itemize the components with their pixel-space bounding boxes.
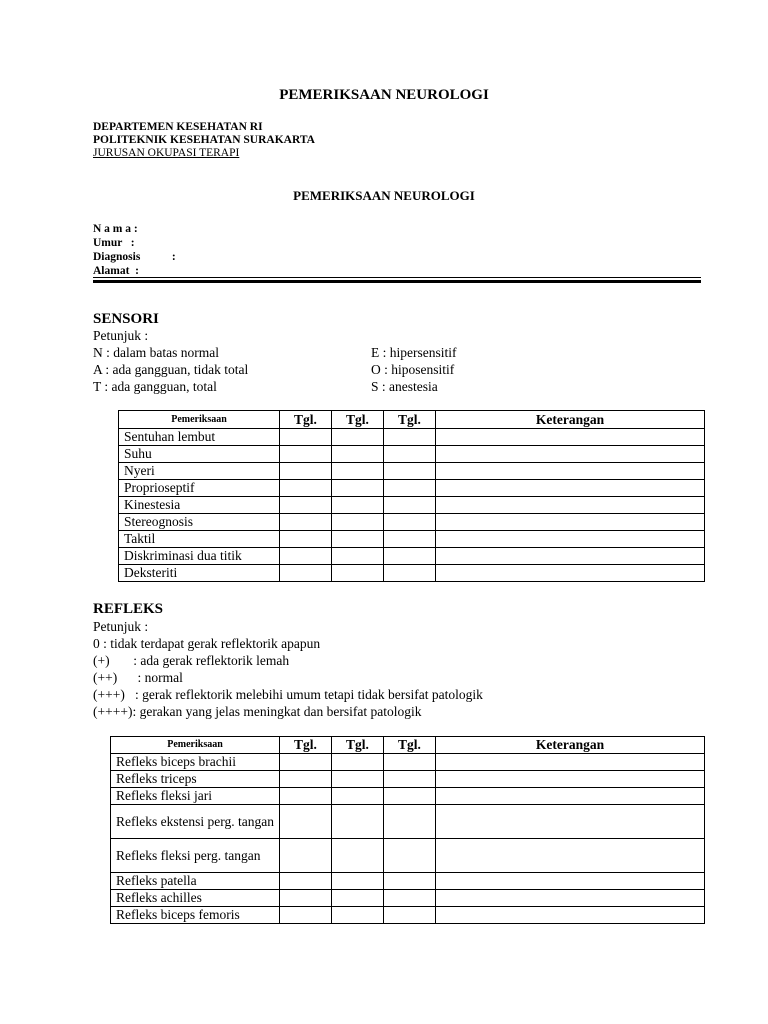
keterangan-cell[interactable] bbox=[436, 788, 705, 805]
date-cell[interactable] bbox=[280, 788, 332, 805]
col-header-pemeriksaan: Pemeriksaan bbox=[111, 737, 280, 754]
date-cell[interactable] bbox=[332, 565, 384, 582]
date-cell[interactable] bbox=[384, 548, 436, 565]
date-cell[interactable] bbox=[384, 839, 436, 873]
keterangan-cell[interactable] bbox=[436, 907, 705, 924]
table-row bbox=[119, 565, 705, 582]
date-cell[interactable] bbox=[280, 873, 332, 890]
refleks-legend-item: (+) : ada gerak reflektorik lemah bbox=[93, 653, 290, 668]
table-row bbox=[119, 480, 705, 497]
date-cell[interactable] bbox=[384, 907, 436, 924]
org-jurusan: JURUSAN OKUPASI TERAPI bbox=[93, 147, 240, 159]
org-department: DEPARTEMEN KESEHATAN RI bbox=[93, 121, 263, 133]
date-cell[interactable] bbox=[332, 531, 384, 548]
date-cell[interactable] bbox=[332, 805, 384, 839]
row-label: Deksteriti bbox=[119, 565, 280, 582]
row-label: Suhu bbox=[119, 446, 280, 463]
table-row bbox=[119, 514, 705, 531]
keterangan-cell[interactable] bbox=[436, 548, 705, 565]
row-label: Refleks achilles bbox=[111, 890, 280, 907]
row-label: Refleks patella bbox=[111, 873, 280, 890]
sensori-title: SENSORI bbox=[93, 311, 159, 327]
keterangan-cell[interactable] bbox=[436, 565, 705, 582]
date-cell[interactable] bbox=[332, 839, 384, 873]
date-cell[interactable] bbox=[332, 890, 384, 907]
table-row bbox=[119, 446, 705, 463]
row-label: Refleks fleksi jari bbox=[111, 788, 280, 805]
sensori-legend-right-item: S : anestesia bbox=[371, 379, 438, 394]
date-cell[interactable] bbox=[384, 463, 436, 480]
date-cell[interactable] bbox=[280, 514, 332, 531]
sensori-legend-left-item: N : dalam batas normal bbox=[93, 345, 219, 360]
date-cell[interactable] bbox=[384, 565, 436, 582]
keterangan-cell[interactable] bbox=[436, 771, 705, 788]
date-cell[interactable] bbox=[384, 771, 436, 788]
form-title: PEMERIKSAAN NEUROLOGI bbox=[293, 188, 475, 203]
date-cell[interactable] bbox=[280, 429, 332, 446]
sensori-petunjuk: Petunjuk : bbox=[93, 328, 149, 343]
date-cell[interactable] bbox=[332, 446, 384, 463]
date-cell[interactable] bbox=[280, 463, 332, 480]
header-rule-thin bbox=[93, 277, 701, 278]
sensori-legend-right-item: E : hipersensitif bbox=[371, 345, 457, 360]
date-cell[interactable] bbox=[332, 754, 384, 771]
refleks-legend-item: (++) : normal bbox=[93, 670, 183, 685]
date-cell[interactable] bbox=[332, 873, 384, 890]
col-header-tgl: Tgl. bbox=[332, 737, 384, 754]
col-header-tgl: Tgl. bbox=[384, 737, 436, 754]
date-cell[interactable] bbox=[384, 480, 436, 497]
keterangan-cell[interactable] bbox=[436, 754, 705, 771]
row-label: Stereognosis bbox=[119, 514, 280, 531]
table-row bbox=[111, 890, 705, 907]
keterangan-cell[interactable] bbox=[436, 514, 705, 531]
row-label: Sentuhan lembut bbox=[119, 429, 280, 446]
date-cell[interactable] bbox=[332, 514, 384, 531]
col-header-keterangan: Keterangan bbox=[436, 411, 705, 429]
table-row bbox=[111, 771, 705, 788]
date-cell[interactable] bbox=[280, 480, 332, 497]
keterangan-cell[interactable] bbox=[436, 839, 705, 873]
row-label: Taktil bbox=[119, 531, 280, 548]
col-header-tgl: Tgl. bbox=[280, 737, 332, 754]
document-title: PEMERIKSAAN NEUROLOGI bbox=[279, 87, 489, 103]
row-label: Proprioseptif bbox=[119, 480, 280, 497]
date-cell[interactable] bbox=[332, 907, 384, 924]
table-row bbox=[111, 907, 705, 924]
table-row bbox=[119, 429, 705, 446]
refleks-legend-item: (++++): gerakan yang jelas meningkat dan bersifat patologik bbox=[93, 704, 422, 719]
date-cell[interactable] bbox=[384, 788, 436, 805]
date-cell[interactable] bbox=[384, 429, 436, 446]
sensori-legend-left-item: A : ada gangguan, tidak total bbox=[93, 362, 249, 377]
keterangan-cell[interactable] bbox=[436, 531, 705, 548]
refleks-table bbox=[110, 736, 705, 924]
field-umur: Umur : bbox=[93, 237, 135, 249]
row-label: Kinestesia bbox=[119, 497, 280, 514]
row-label: Refleks fleksi perg. tangan bbox=[111, 839, 280, 873]
table-row bbox=[111, 873, 705, 890]
date-cell[interactable] bbox=[280, 805, 332, 839]
date-cell[interactable] bbox=[280, 548, 332, 565]
field-diagnosis: Diagnosis : bbox=[93, 251, 176, 263]
table-row bbox=[111, 839, 705, 873]
date-cell[interactable] bbox=[332, 463, 384, 480]
date-cell[interactable] bbox=[280, 839, 332, 873]
keterangan-cell[interactable] bbox=[436, 446, 705, 463]
col-header-keterangan: Keterangan bbox=[436, 737, 705, 754]
field-alamat: Alamat : bbox=[93, 265, 139, 277]
table-row bbox=[111, 754, 705, 771]
date-cell[interactable] bbox=[280, 771, 332, 788]
date-cell[interactable] bbox=[332, 771, 384, 788]
sensori-table bbox=[118, 410, 705, 582]
row-label: Refleks triceps bbox=[111, 771, 280, 788]
org-polytechnic: POLITEKNIK KESEHATAN SURAKARTA bbox=[93, 134, 315, 146]
sensori-legend-left-item: T : ada gangguan, total bbox=[93, 379, 217, 394]
keterangan-cell[interactable] bbox=[436, 463, 705, 480]
sensori-legend-right-item: O : hiposensitif bbox=[371, 362, 455, 377]
date-cell[interactable] bbox=[332, 788, 384, 805]
date-cell[interactable] bbox=[384, 890, 436, 907]
keterangan-cell[interactable] bbox=[436, 497, 705, 514]
field-nama: N a m a : bbox=[93, 223, 138, 235]
date-cell[interactable] bbox=[384, 514, 436, 531]
table-header-row bbox=[119, 411, 705, 429]
date-cell[interactable] bbox=[384, 531, 436, 548]
keterangan-cell[interactable] bbox=[436, 873, 705, 890]
table-header-row bbox=[111, 737, 705, 754]
date-cell[interactable] bbox=[280, 497, 332, 514]
date-cell[interactable] bbox=[280, 446, 332, 463]
date-cell[interactable] bbox=[280, 907, 332, 924]
table-row bbox=[119, 497, 705, 514]
date-cell[interactable] bbox=[280, 565, 332, 582]
table-row bbox=[119, 548, 705, 565]
refleks-legend-item: 0 : tidak terdapat gerak reflektorik apapun bbox=[93, 636, 321, 651]
keterangan-cell[interactable] bbox=[436, 805, 705, 839]
keterangan-cell[interactable] bbox=[436, 429, 705, 446]
row-label: Nyeri bbox=[119, 463, 280, 480]
table-row bbox=[111, 805, 705, 839]
date-cell[interactable] bbox=[332, 548, 384, 565]
date-cell[interactable] bbox=[384, 805, 436, 839]
date-cell[interactable] bbox=[384, 754, 436, 771]
date-cell[interactable] bbox=[332, 497, 384, 514]
col-header-pemeriksaan: Pemeriksaan bbox=[119, 411, 280, 429]
date-cell[interactable] bbox=[280, 531, 332, 548]
keterangan-cell[interactable] bbox=[436, 480, 705, 497]
table-row bbox=[119, 531, 705, 548]
date-cell[interactable] bbox=[384, 873, 436, 890]
keterangan-cell[interactable] bbox=[436, 890, 705, 907]
col-header-tgl: Tgl. bbox=[384, 411, 436, 429]
refleks-legend-item: (+++) : gerak reflektorik melebihi umum tetapi tidak bersifat patologik bbox=[93, 687, 483, 702]
row-label: Diskriminasi dua titik bbox=[119, 548, 280, 565]
date-cell[interactable] bbox=[384, 497, 436, 514]
row-label: Refleks biceps brachii bbox=[111, 754, 280, 771]
row-label: Refleks biceps femoris bbox=[111, 907, 280, 924]
row-label: Refleks ekstensi perg. tangan bbox=[111, 805, 280, 839]
header-rule-thick bbox=[93, 280, 701, 283]
table-row bbox=[111, 788, 705, 805]
date-cell[interactable] bbox=[332, 429, 384, 446]
date-cell[interactable] bbox=[280, 890, 332, 907]
date-cell[interactable] bbox=[332, 480, 384, 497]
date-cell[interactable] bbox=[280, 754, 332, 771]
refleks-petunjuk: Petunjuk : bbox=[93, 619, 149, 634]
table-row bbox=[119, 463, 705, 480]
refleks-title: REFLEKS bbox=[93, 601, 164, 617]
date-cell[interactable] bbox=[384, 446, 436, 463]
col-header-tgl: Tgl. bbox=[280, 411, 332, 429]
col-header-tgl: Tgl. bbox=[332, 411, 384, 429]
